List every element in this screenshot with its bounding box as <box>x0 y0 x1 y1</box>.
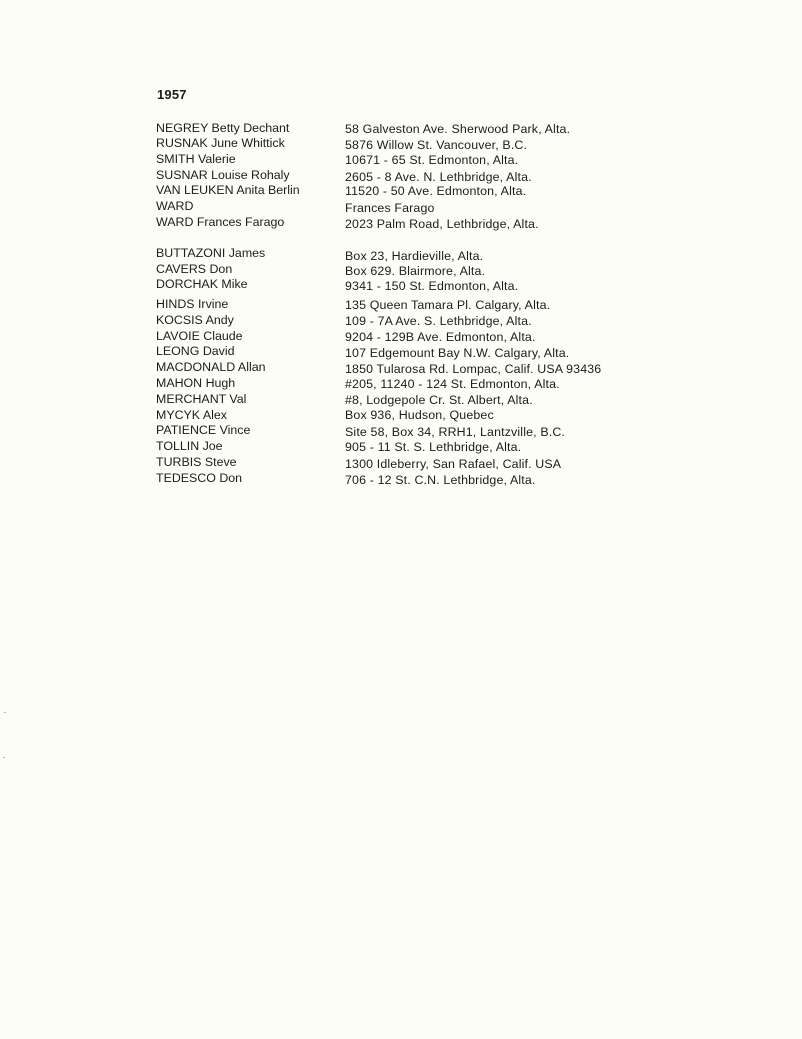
person-address: 706 - 12 St. C.N. Lethbridge, Alta. <box>345 473 536 487</box>
person-name: TOLLIN Joe <box>156 439 223 453</box>
person-address: 107 Edgemount Bay N.W. Calgary, Alta. <box>345 346 570 360</box>
person-address: 905 - 11 St. S. Lethbridge, Alta. <box>345 440 522 454</box>
person-name: MAHON Hugh <box>156 376 236 390</box>
person-name: SMITH Valerie <box>156 152 236 166</box>
person-address: 2605 - 8 Ave. N. Lethbridge, Alta. <box>345 170 532 184</box>
person-name: VAN LEUKEN Anita Berlin <box>156 183 300 197</box>
person-address: Box 23, Hardieville, Alta. <box>345 249 484 263</box>
scan-speck <box>3 757 5 758</box>
person-address: Box 629. Blairmore, Alta. <box>345 264 486 278</box>
person-address: 1300 Idleberry, San Rafael, Calif. USA <box>345 457 562 471</box>
person-address: Frances Farago <box>345 201 435 215</box>
person-address: #205, 11240 - 124 St. Edmonton, Alta. <box>345 377 560 391</box>
person-address: 2023 Palm Road, Lethbridge, Alta. <box>345 217 539 231</box>
person-name: LEONG David <box>156 344 235 358</box>
person-address: 5876 Willow St. Vancouver, B.C. <box>345 138 528 152</box>
person-name: SUSNAR Louise Rohaly <box>156 168 290 182</box>
person-name: KOCSIS Andy <box>156 313 234 327</box>
person-address: 11520 - 50 Ave. Edmonton, Alta. <box>345 184 527 198</box>
person-address: 1850 Tularosa Rd. Lompac, Calif. USA 93436 <box>345 362 602 376</box>
person-name: MERCHANT Val <box>156 392 247 406</box>
person-name: BUTTAZONI James <box>156 246 266 260</box>
person-name: MYCYK Alex <box>156 408 227 422</box>
person-name: PATIENCE Vince <box>156 423 251 437</box>
person-address: 135 Queen Tamara Pl. Calgary, Alta. <box>345 298 551 312</box>
person-address: 9204 - 129B Ave. Edmonton, Alta. <box>345 330 536 344</box>
person-name: TEDESCO Don <box>156 471 243 485</box>
person-name: NEGREY Betty Dechant <box>156 121 290 135</box>
person-address: 9341 - 150 St. Edmonton, Alta. <box>345 279 519 293</box>
person-name: WARD <box>156 199 194 213</box>
person-name: LAVOIE Claude <box>156 329 243 343</box>
person-name: CAVERS Don <box>156 262 233 276</box>
person-address: 58 Galveston Ave. Sherwood Park, Alta. <box>345 122 571 136</box>
person-address: 109 - 7A Ave. S. Lethbridge, Alta. <box>345 314 532 328</box>
page-heading-year: 1957 <box>157 87 187 102</box>
person-address: 10671 - 65 St. Edmonton, Alta. <box>345 153 519 167</box>
person-address: Site 58, Box 34, RRH1, Lantzville, B.C. <box>345 425 566 439</box>
person-name: WARD Frances Farago <box>156 215 285 229</box>
person-name: MACDONALD Allan <box>156 360 266 374</box>
scan-speck <box>4 712 6 713</box>
person-name: TURBIS Steve <box>156 455 237 469</box>
person-address: #8, Lodgepole Cr. St. Albert, Alta. <box>345 393 533 407</box>
person-name: HINDS Irvine <box>156 297 229 311</box>
person-name: RUSNAK June Whittick <box>156 136 285 150</box>
person-name: DORCHAK Mike <box>156 277 248 291</box>
person-address: Box 936, Hudson, Quebec <box>345 408 494 422</box>
